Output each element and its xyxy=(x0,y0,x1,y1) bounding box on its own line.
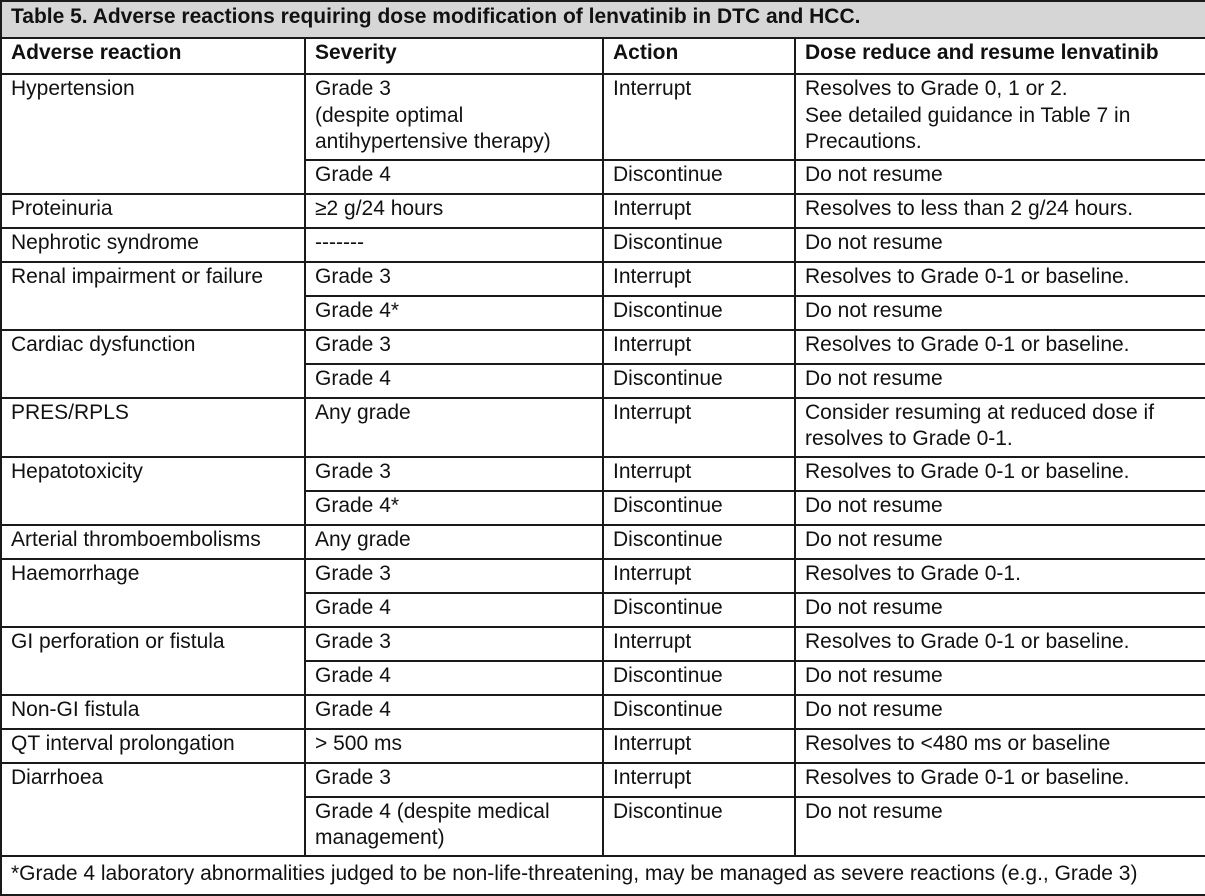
cell-resume: Do not resume xyxy=(795,228,1205,262)
cell-action: Discontinue xyxy=(603,160,795,194)
cell-severity: ≥2 g/24 hours xyxy=(305,194,603,228)
cell-severity: Grade 4 xyxy=(305,364,603,398)
cell-resume: Resolves to Grade 0-1 or baseline. xyxy=(795,763,1205,797)
cell-resume: Do not resume xyxy=(795,797,1205,856)
header-row xyxy=(1,38,1205,74)
cell-action: Interrupt xyxy=(603,763,795,797)
cell-severity: Any grade xyxy=(305,398,603,457)
cell-action: Discontinue xyxy=(603,797,795,856)
table-row xyxy=(1,228,1205,262)
cell-action: Discontinue xyxy=(603,593,795,627)
cell-action: Interrupt xyxy=(603,729,795,763)
cell-severity: Grade 4* xyxy=(305,296,603,330)
cell-adverse-reaction: Nephrotic syndrome xyxy=(1,228,305,262)
cell-severity: Grade 4* xyxy=(305,491,603,525)
cell-action: Discontinue xyxy=(603,228,795,262)
header-action: Action xyxy=(603,38,795,74)
cell-action: Interrupt xyxy=(603,559,795,593)
table-body xyxy=(1,74,1205,856)
cell-severity: Grade 3 (despite optimal antihypertensive therapy) xyxy=(305,74,603,160)
cell-resume: Resolves to Grade 0, 1 or 2. See detailed guidance in Table 7 in Precautions. xyxy=(795,74,1205,160)
table-row xyxy=(1,729,1205,763)
cell-resume: Do not resume xyxy=(795,160,1205,194)
cell-action: Interrupt xyxy=(603,398,795,457)
cell-action: Discontinue xyxy=(603,491,795,525)
table-row xyxy=(1,627,1205,661)
table-row xyxy=(1,763,1205,797)
cell-severity: Grade 3 xyxy=(305,330,603,364)
cell-severity: Grade 4 (despite medical management) xyxy=(305,797,603,856)
cell-action: Discontinue xyxy=(603,695,795,729)
cell-adverse-reaction: Proteinuria xyxy=(1,194,305,228)
cell-severity: Grade 3 xyxy=(305,763,603,797)
cell-action: Discontinue xyxy=(603,661,795,695)
cell-adverse-reaction: Non-GI fistula xyxy=(1,695,305,729)
table-caption: Table 5. Adverse reactions requiring dose modification of lenvatinib in DTC and HCC. xyxy=(1,1,1205,38)
cell-resume: Resolves to Grade 0-1. xyxy=(795,559,1205,593)
table-row xyxy=(1,398,1205,457)
cell-adverse-reaction: Haemorrhage xyxy=(1,559,305,627)
table-row xyxy=(1,262,1205,296)
cell-adverse-reaction: Hypertension xyxy=(1,74,305,194)
cell-severity: Grade 3 xyxy=(305,627,603,661)
cell-severity: Grade 3 xyxy=(305,457,603,491)
cell-adverse-reaction: GI perforation or fistula xyxy=(1,627,305,695)
table-row xyxy=(1,330,1205,364)
cell-resume: Resolves to less than 2 g/24 hours. xyxy=(795,194,1205,228)
cell-action: Discontinue xyxy=(603,364,795,398)
cell-action: Interrupt xyxy=(603,74,795,160)
cell-action: Interrupt xyxy=(603,330,795,364)
cell-action: Discontinue xyxy=(603,525,795,559)
cell-resume: Do not resume xyxy=(795,593,1205,627)
cell-severity: Grade 4 xyxy=(305,661,603,695)
cell-severity: Grade 4 xyxy=(305,593,603,627)
cell-resume: Do not resume xyxy=(795,695,1205,729)
cell-action: Interrupt xyxy=(603,627,795,661)
cell-severity: Grade 3 xyxy=(305,559,603,593)
cell-adverse-reaction: Diarrhoea xyxy=(1,763,305,856)
table-footnote: *Grade 4 laboratory abnormalities judged to be non-life-threatening, may be managed as severe reactions (e.g., Grade 3) xyxy=(1,856,1205,895)
cell-resume: Resolves to Grade 0-1 or baseline. xyxy=(795,330,1205,364)
cell-resume: Resolves to Grade 0-1 or baseline. xyxy=(795,627,1205,661)
cell-adverse-reaction: Cardiac dysfunction xyxy=(1,330,305,398)
cell-action: Interrupt xyxy=(603,194,795,228)
cell-resume: Do not resume xyxy=(795,296,1205,330)
cell-severity: Grade 4 xyxy=(305,695,603,729)
footnote-row xyxy=(1,856,1205,895)
header-resume: Dose reduce and resume lenvatinib xyxy=(795,38,1205,74)
cell-severity: Grade 4 xyxy=(305,160,603,194)
table-row xyxy=(1,559,1205,593)
cell-adverse-reaction: PRES/RPLS xyxy=(1,398,305,457)
table-row xyxy=(1,74,1205,160)
table-row xyxy=(1,525,1205,559)
cell-severity: Grade 3 xyxy=(305,262,603,296)
cell-resume: Do not resume xyxy=(795,364,1205,398)
cell-severity: Any grade xyxy=(305,525,603,559)
cell-resume: Consider resuming at reduced dose if resolves to Grade 0-1. xyxy=(795,398,1205,457)
cell-resume: Resolves to <480 ms or baseline xyxy=(795,729,1205,763)
table-row xyxy=(1,695,1205,729)
cell-adverse-reaction: Renal impairment or failure xyxy=(1,262,305,330)
cell-adverse-reaction: QT interval prolongation xyxy=(1,729,305,763)
cell-adverse-reaction: Arterial thromboembolisms xyxy=(1,525,305,559)
table-row xyxy=(1,194,1205,228)
header-adverse-reaction: Adverse reaction xyxy=(1,38,305,74)
cell-action: Discontinue xyxy=(603,296,795,330)
header-severity: Severity xyxy=(305,38,603,74)
cell-resume: Resolves to Grade 0-1 or baseline. xyxy=(795,262,1205,296)
cell-adverse-reaction: Hepatotoxicity xyxy=(1,457,305,525)
table-caption-row xyxy=(1,1,1205,38)
cell-action: Interrupt xyxy=(603,457,795,491)
cell-severity: > 500 ms xyxy=(305,729,603,763)
cell-resume: Resolves to Grade 0-1 or baseline. xyxy=(795,457,1205,491)
cell-action: Interrupt xyxy=(603,262,795,296)
table-row xyxy=(1,457,1205,491)
cell-severity: ------- xyxy=(305,228,603,262)
cell-resume: Do not resume xyxy=(795,661,1205,695)
cell-resume: Do not resume xyxy=(795,525,1205,559)
cell-resume: Do not resume xyxy=(795,491,1205,525)
